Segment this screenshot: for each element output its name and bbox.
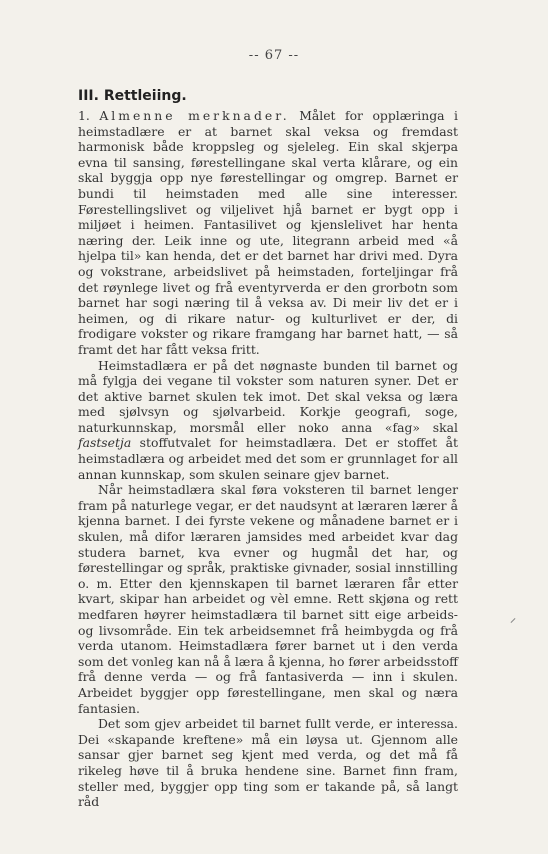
paragraph-2-text-b: stoffutvalet for heimstadlæra. Det er stoffet åt heimstadlæra og arbeidet med det som er grunnlaget for all annan kunnskap, som skulen seinare gjev barnet. [78,435,458,482]
paragraph-4: Det som gjev arbeidet til barnet fullt verde, er interessa. Dei «skapande kreftene» må ein løysa ut. Gjennom alle sansar gjer barnet seg kjent med verda, og det må få rikeleg høve til å bruka hendene sine. Barnet finn fram, steller med, byggjer opp ting som er takande på, så langt råd [78,716,458,810]
italic-word: fastsetja [78,435,132,451]
margin-mark [511,618,516,623]
paragraph-2-text-a: Heimstadlæra er på det nøgnaste bunden til barnet og må fylgja dei vegane til vokster som naturen syner. Det er det aktive barnet skulen tek imot. Det skal veksa og læra med sjølvsyn og sjølvarbeid. Korkje geografi, soge, naturkunnskap, morsmål eller noko anna «fag» skal [78,357,458,435]
paragraph-1 [78,108,458,358]
paragraph-3: Når heimstadlæra skal føra voksteren til barnet lenger fram på naturlege vegar, er det naudsynt at læraren lærer å kjenna barnet. I dei fyrste vekene og månadene barnet er i skulen, må difor læraren jamsides med arbeidet kvar dag studera barnet, kva evner og hugmål det har, og førestellingar og språk, praktiske givnader, sosial innstilling o. m. Etter den kjennskapen til barnet læraren får etter kvart, skipar han arbeidet og vèl emne. Rett skjøna og rett medfaren høyrer heimstadlæra til barnet sitt eige arbeids- og livsområde. Ein tek arbeidsemnet frå heimbygda og frå verda utanom. Heimstadlæra fører barnet ut i den verda som det vonleg kan nå å læra å kjenna, ho fører arbeidsstoff frå denne verda — og frå fantasiverda — inn i skulen. Arbeidet byggjer opp førestellingane, men skal og næra fantasien. [78,482,458,716]
paragraph-number: 1. [78,108,90,123]
paragraph-2 [78,358,458,483]
section-heading: III. Rettleiing. [78,88,187,104]
paragraph-1-text: Målet for opplæringa i heimstadlære er at barnet skal veksa og fremdast harmonisk både kroppsleg og sjeleleg. Ein skal skjerpa evna til sansing, førestellingane skal verta klårare, og ein skal byggja opp nye førestellingar og omgrep. Barnet er bundi til heimstaden med alle sine interesser. Førestellingslivet og viljelivet hjå barnet er bygt opp i miljøet i heimen. Fantasilivet og kjenslelivet har henta næring der. Leik inne og ute, litegrann arbeid med «å hjelpa til» kan henda, det er det barnet har drivi med. Dyra og vokstrane, arbeidslivet på heimstaden, forteljingar frå det røynlege livet og frå eventyrverda er den grorbotn som barnet har sogi næring til å veksa av. Di meir liv det er i heimen, og di rikare natur- og kulturlivet er der, di frodigare vokster og rikare framgang har barnet hatt, — så framt det har fått veksa fritt. [78,108,458,357]
spaced-lead-phrase: Almenne merknader. [99,108,290,123]
page-number: -- 67 -- [248,48,300,63]
body-text [78,108,458,810]
